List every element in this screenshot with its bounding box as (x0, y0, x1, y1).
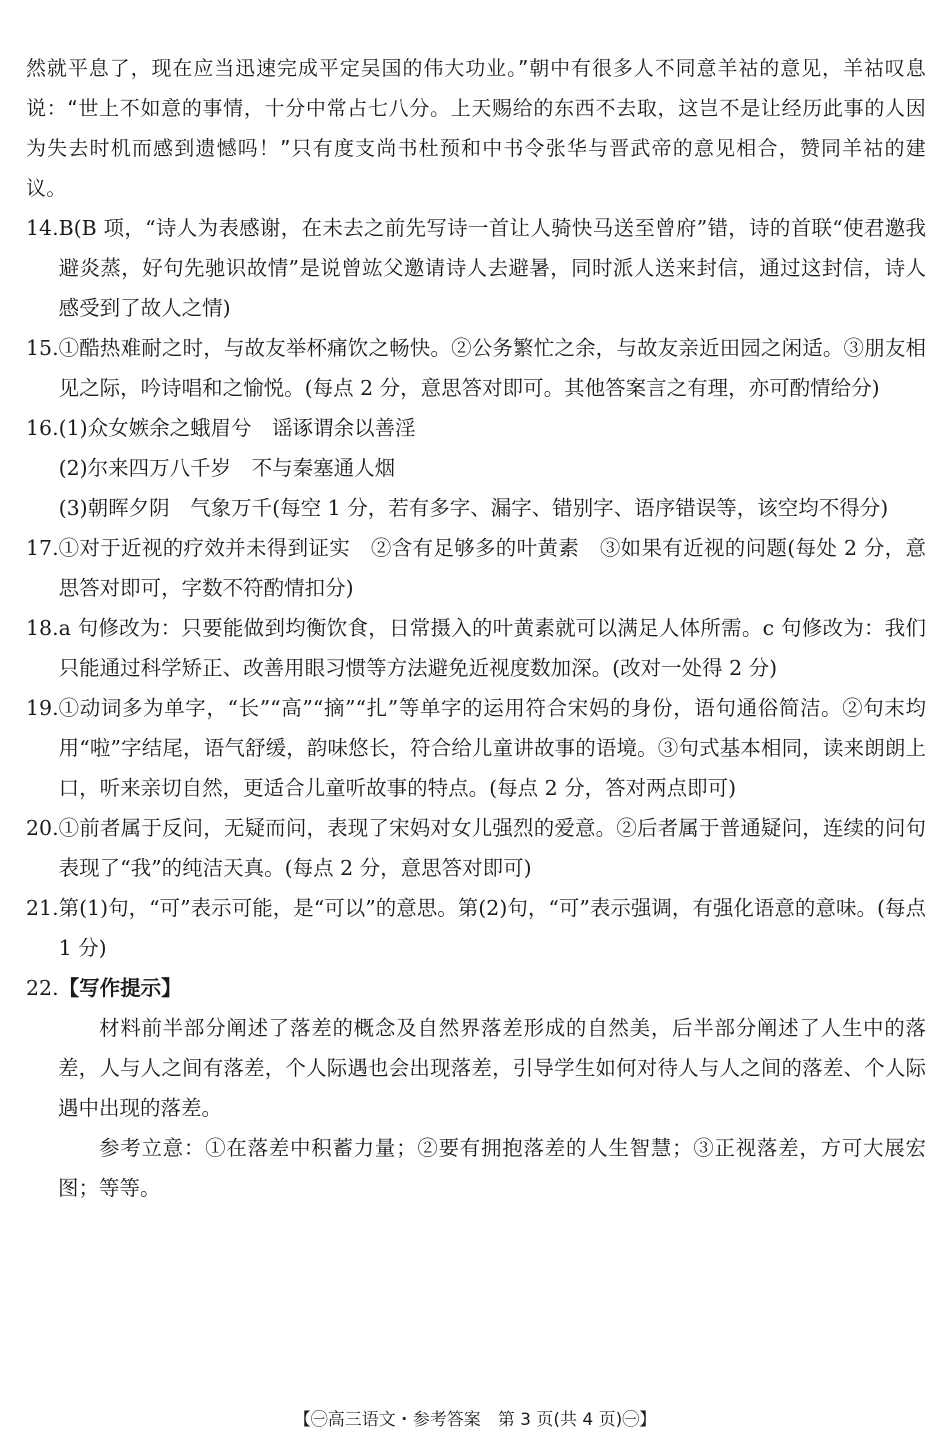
item-number: 17. (26, 536, 59, 560)
item-text: ①酷热难耐之时，与故友举杯痛饮之畅快。②公务繁忙之余，与故友亲近田园之闲适。③朋友相见之际，吟诗唱和之愉悦。(每点 2 分，意思答对即可。其他答案言之有理，亦可酌情给分) (58, 336, 926, 400)
item-line: (1)众女嫉余之蛾眉兮 谣诼谓余以善淫 (58, 416, 416, 440)
item-text: B(B 项，“诗人为表感谢，在未去之前先写诗一首让人骑快马送至曾府”错，诗的首联“使君邀我避炎蒸，好句先驰识故情”是说曾竑父邀请诗人去避暑，同时派人送来封信，通过这封信，诗人感受到了故人之情) (58, 216, 926, 320)
item-text: 第(1)句，“可”表示可能，是“可以”的意思。第(2)句，“可”表示强调，有强化语意的意味。(每点 1 分) (58, 896, 926, 960)
item-text: ①动词多为单字，“长”“高”“摘”“扎”等单字的运用符合宋妈的身份，语句通俗简洁。②句末均用“啦”字结尾，语气舒缓，韵味悠长，符合给儿童讲故事的语境。③句式基本相同，读来朗朗上口，听来亲切自然，更适合儿童听故事的特点。(每点 2 分，答对两点即可) (58, 696, 926, 800)
writing-tips-title: 【写作提示】 (58, 976, 182, 1000)
item-number: 22. (26, 976, 59, 1000)
answer-20 (26, 808, 926, 888)
item-number: 14. (26, 216, 59, 240)
writing-tips-paragraph: 材料前半部分阐述了落差的概念及自然界落差形成的自然美，后半部分阐述了人生中的落差，人与人之间有落差，个人际遇也会出现落差，引导学生如何对待人与人之间的落差、个人际遇中出现的落差。 (58, 1016, 926, 1120)
item-lines (59, 408, 926, 528)
answer-19 (26, 688, 926, 808)
answer-18 (26, 608, 926, 688)
item-number: 20. (26, 816, 59, 840)
answer-17 (26, 528, 926, 608)
item-text: a 句修改为：只要能做到均衡饮食，日常摄入的叶黄素就可以满足人体所需。c 句修改为：我们只能通过科学矫正、改善用眼习惯等方法避免近视度数加深。(改对一处得 2 分) (58, 616, 926, 680)
item-number: 15. (26, 336, 59, 360)
lead-paragraph: 然就平息了，现在应当迅速完成平定吴国的伟大功业。”朝中有很多人不同意羊祜的意见，羊祜叹息说：“世上不如意的事情，十分中常占七八分。上天赐给的东西不去取，这岂不是让经历此事的人因为失去时机而感到遗憾吗！”只有度支尚书杜预和中书令张华与晋武帝的意见相合，赞同羊祜的建议。 (26, 56, 926, 200)
answer-21 (26, 888, 926, 968)
answer-16 (26, 408, 926, 528)
item-number: 18. (26, 616, 59, 640)
page-footer: 【㊀高三语文・参考答案 第 3 页(共 4 页)㊀】 (293, 1410, 657, 1430)
writing-tips-paragraph: 参考立意：①在落差中积蓄力量；②要有拥抱落差的人生智慧；③正视落差，方可大展宏图；等等。 (58, 1136, 926, 1200)
item-text: ①前者属于反问，无疑而问，表现了宋妈对女儿强烈的爱意。②后者属于普通疑问，连续的问句表现了“我”的纯洁天真。(每点 2 分，意思答对即可) (58, 816, 926, 880)
item-number: 16. (26, 416, 59, 440)
answer-15 (26, 328, 926, 408)
item-text: ①对于近视的疗效并未得到证实 ②含有足够多的叶黄素 ③如果有近视的问题(每处 2 分，意思答对即可，字数不符酌情扣分) (58, 536, 926, 600)
answer-page (26, 48, 926, 1208)
item-line: (3)朝晖夕阴 气象万千(每空 1 分，若有多字、漏字、错别字、语序错误等，该空均不得分) (58, 496, 889, 520)
item-number: 19. (26, 696, 59, 720)
item-number: 21. (26, 896, 59, 920)
answer-22 (26, 968, 926, 1008)
item-line: (2)尔来四万八千岁 不与秦塞通人烟 (58, 456, 396, 480)
answer-14 (26, 208, 926, 328)
